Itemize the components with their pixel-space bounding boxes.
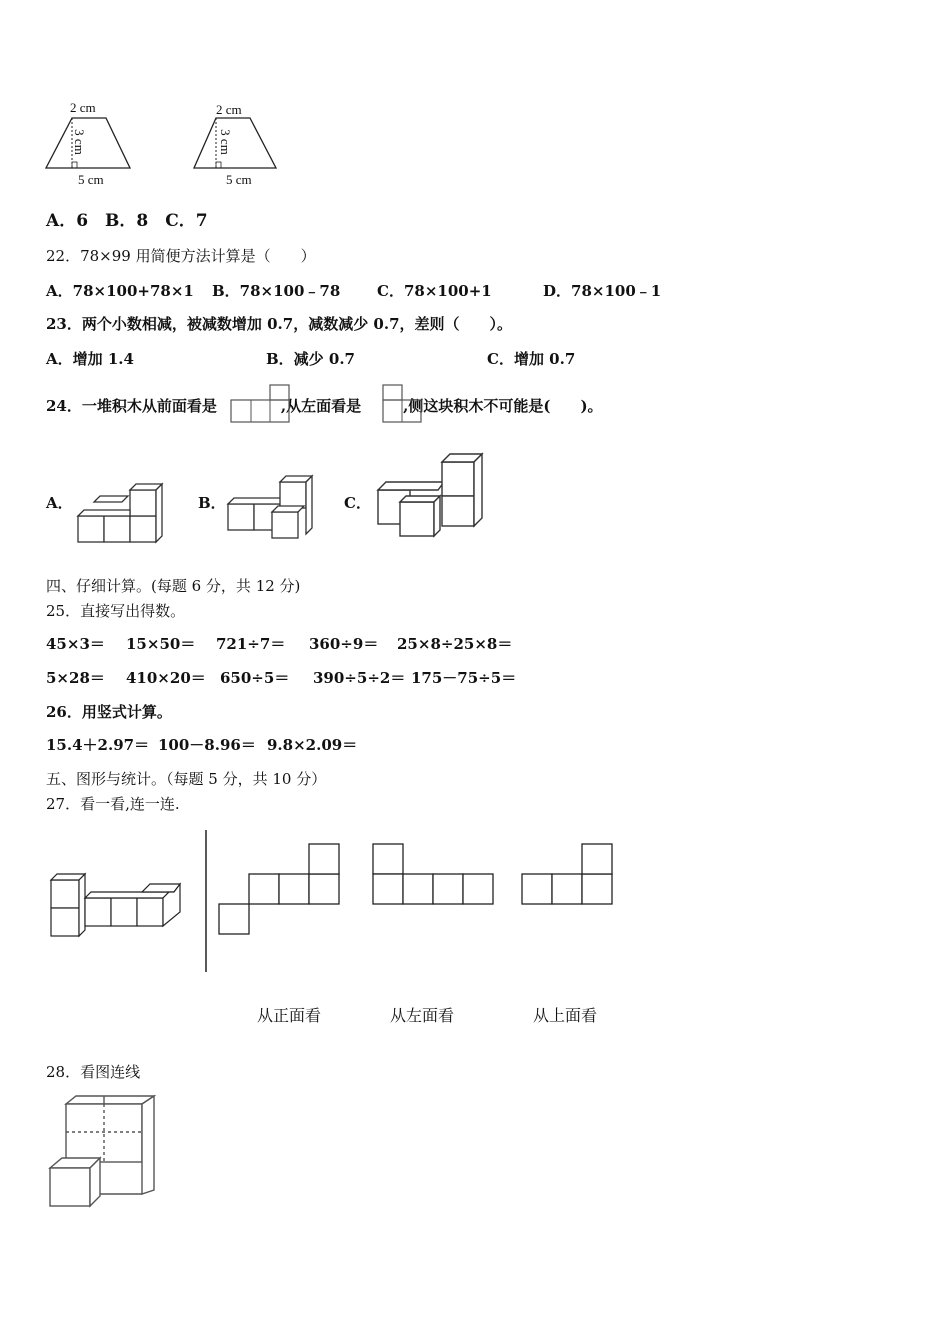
q24-stem-part3: ,侧这块积木不可能是( )。 [403,397,603,415]
left-view-figure [382,384,424,426]
section-4-title: 四、仔细计算。(每题 6 分，共 12 分) [46,577,301,595]
q25-r2-2: 410×20＝ [126,669,206,687]
caption-front-view: 从正面看 [257,1006,322,1025]
q22-option-b: B．78×100﹣78 [212,282,341,300]
section-5-title: 五、图形与统计。（每题 5 分，共 10 分） [46,770,327,788]
q25-r2-4: 390÷5÷2＝ [313,669,406,687]
q24-option-b: B． [198,494,226,512]
blocks-option-a [74,480,174,548]
q25-r2-3: 650÷5＝ [220,669,290,687]
q22-option-d: D．78×100﹣1 [543,282,662,300]
blocks-option-c [374,452,486,542]
trap1-bottom-label: 5 cm [78,172,104,187]
caption-left-view: 从左面看 [390,1006,455,1025]
q24-stem-part2: ,从左面看是 [280,397,362,415]
q27-stem: 27．看一看,连一连. [46,795,180,813]
q25-r1-4: 360÷9＝ [309,635,379,653]
q25-r1-2: 15×50＝ [126,635,196,653]
q26-3: 9.8×2.09＝ [267,736,358,754]
q24-stem-part1: 24．一堆积木从前面看是 [46,397,217,415]
q23-stem: 23．两个小数相减，被减数增加 0.7，减数减少 0.7，差则（ ）。 [46,315,513,333]
q25-stem: 25．直接写出得数。 [46,602,186,620]
caption-top-view: 从上面看 [533,1006,598,1025]
q26-2: 100－8.96＝ [158,736,256,754]
q21-options: A．6 B．8 C．7 [46,211,208,231]
q22-option-c: C．78×100+1 [377,282,492,300]
q28-blocks-figure [46,1094,158,1212]
q25-r1-5: 25×8÷25×8＝ [397,635,513,653]
q23-option-b: B．减少 0.7 [266,350,355,368]
q26-stem: 26．用竖式计算。 [46,703,172,721]
q25-r2-1: 5×28＝ [46,669,105,687]
view-figure-2 [372,844,496,908]
q26-1: 15.4＋2.97＝ [46,736,150,754]
trap2-height-label: 3 cm [217,129,233,155]
view-figure-1 [218,844,342,938]
q27-blocks-figure [46,868,186,940]
trap2-top-label: 2 cm [216,102,242,117]
front-view-figure [230,384,292,426]
q24-option-a: A． [46,494,73,512]
divider-line [204,830,208,974]
q25-r1-3: 721÷7＝ [216,635,286,653]
q22-option-a: A．78×100+78×1 [46,282,194,300]
q22-stem: 22．78×99 用简便方法计算是（ ） [46,247,316,265]
q23-option-c: C．增加 0.7 [487,350,576,368]
q23-option-a: A．增加 1.4 [46,350,134,368]
q25-r1-1: 45×3＝ [46,635,105,653]
q24-option-c: C． [344,494,371,512]
trap2-bottom-label: 5 cm [226,172,252,187]
blocks-option-b [224,470,324,548]
view-figure-3 [521,844,615,908]
q28-stem: 28．看图连线 [46,1063,141,1081]
trap1-top-label: 2 cm [70,100,96,115]
trap1-height-label: 3 cm [71,129,87,155]
q24-stem [46,396,603,416]
q25-r2-5: 175－75÷5＝ [411,669,517,687]
